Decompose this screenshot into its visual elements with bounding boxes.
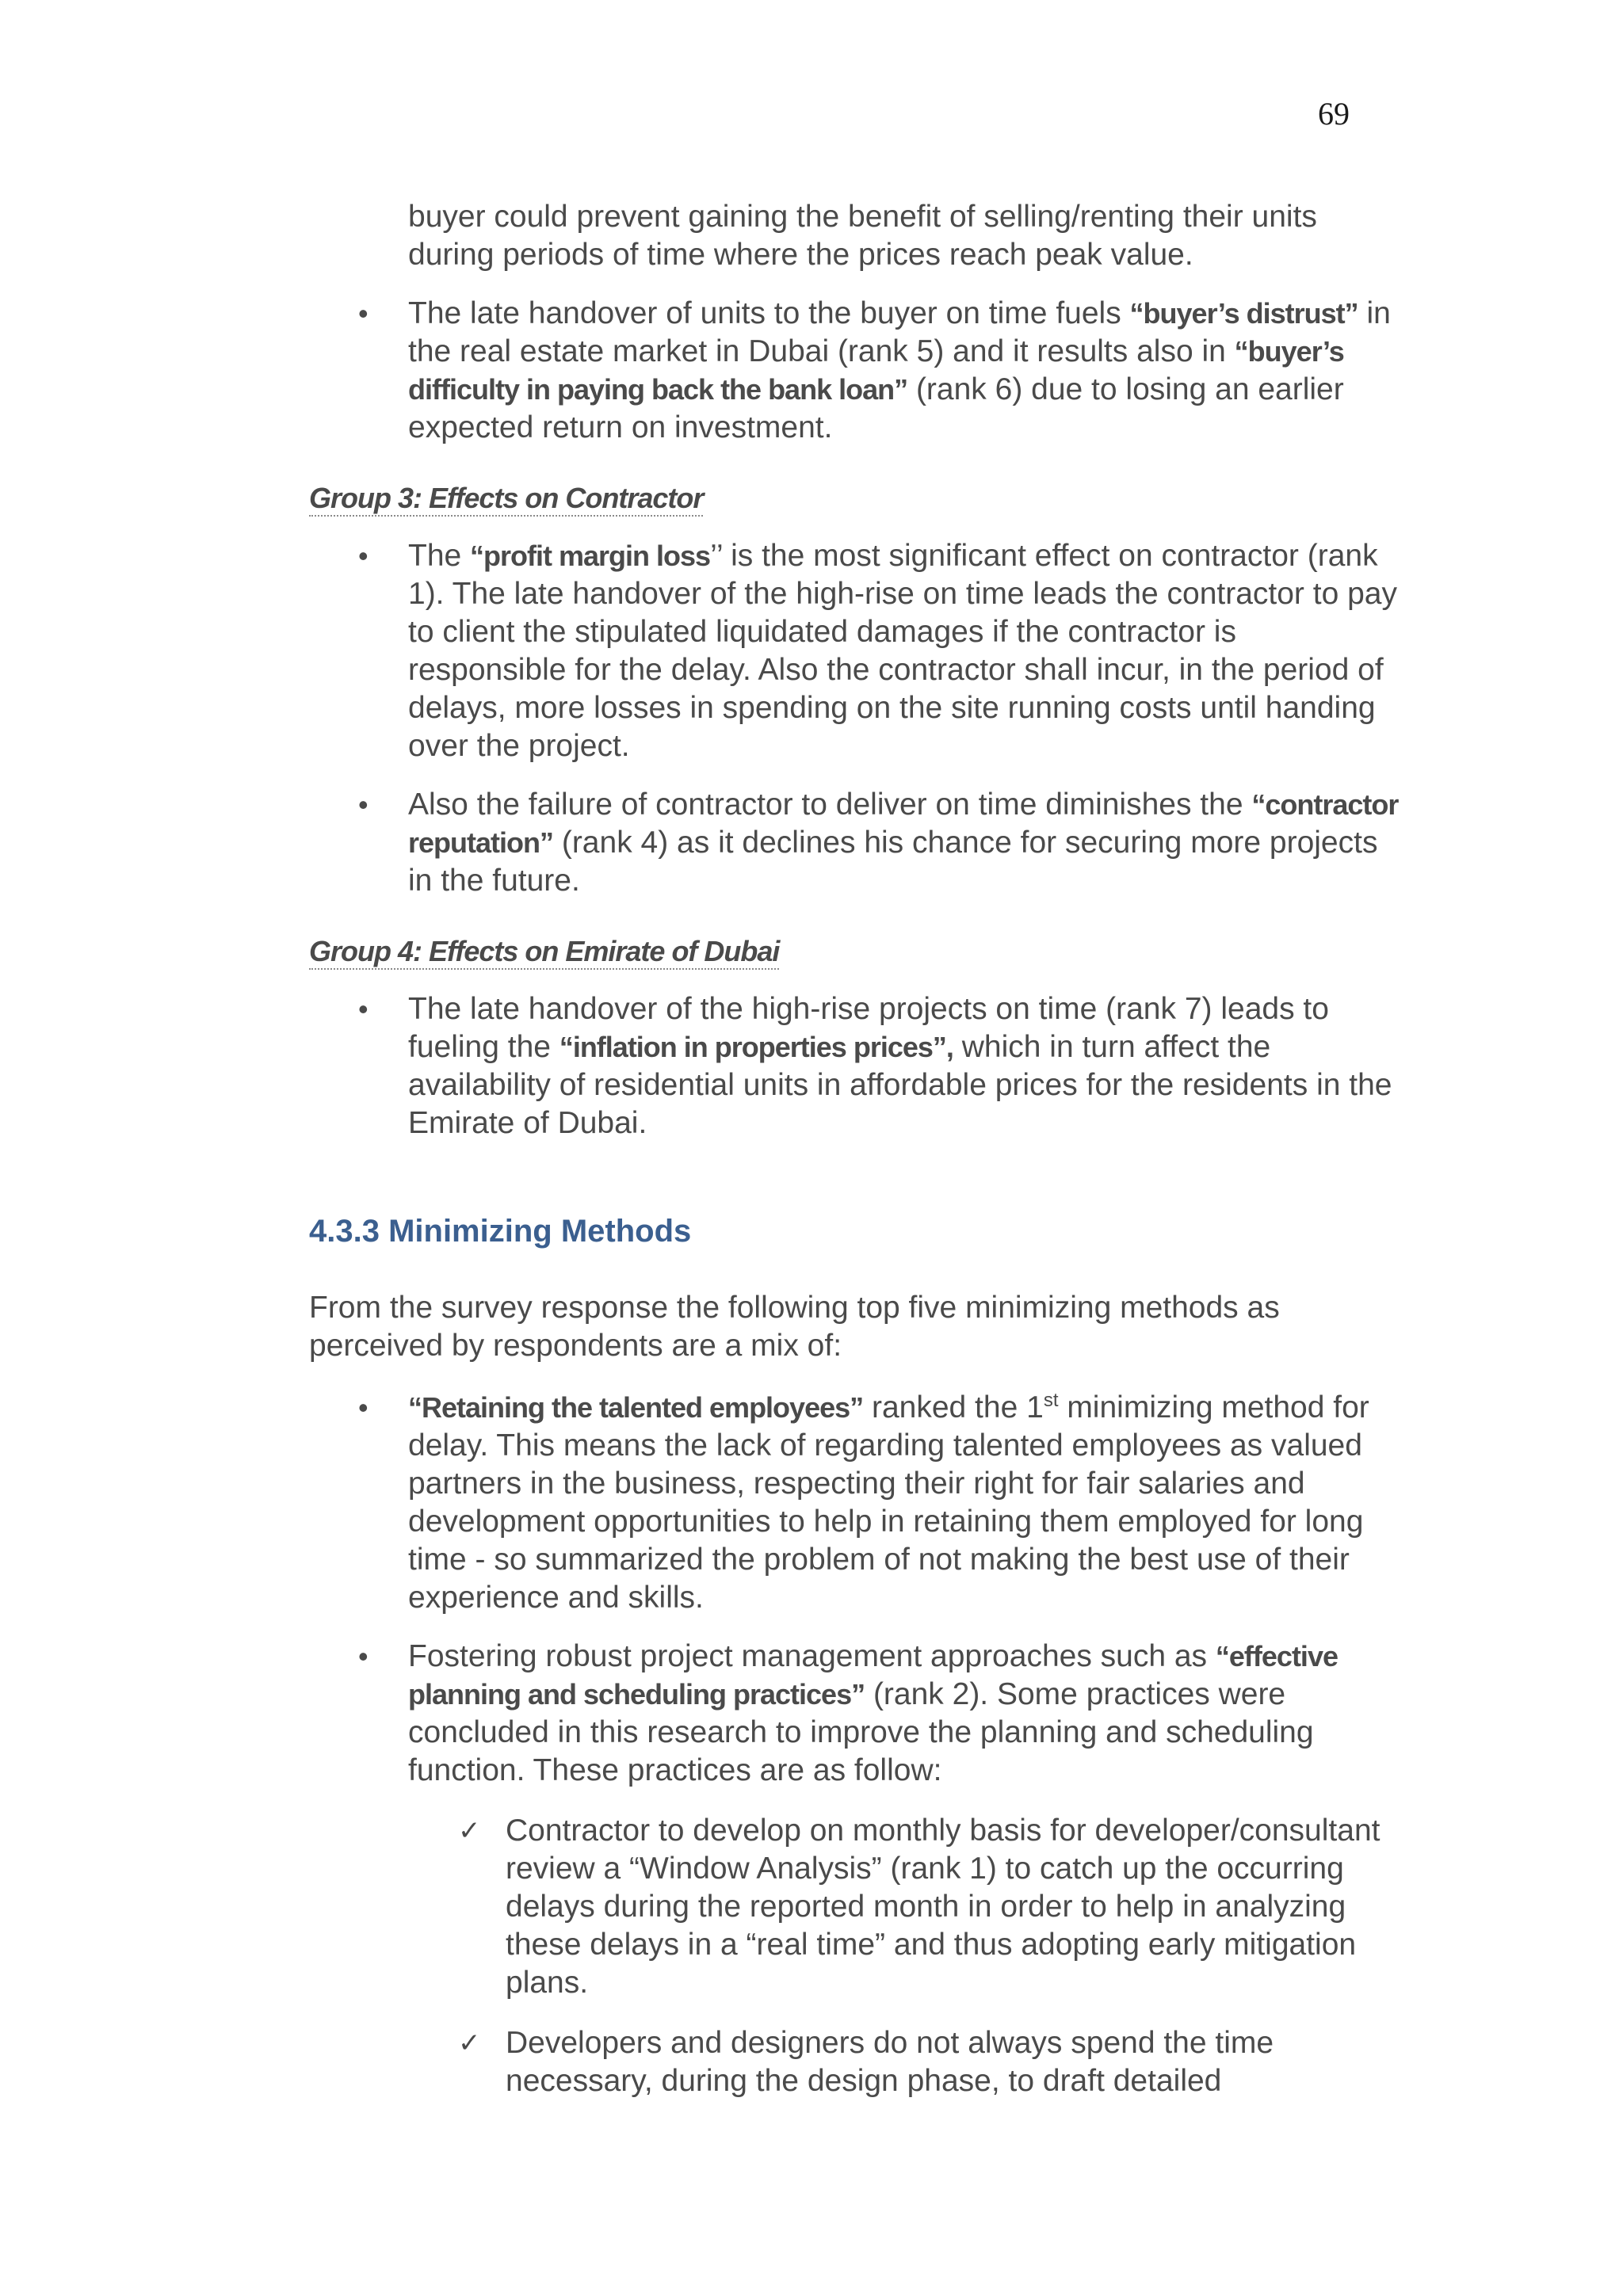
text-run: Developers and designers do not always spend the time necessary, during the design phase, to draft detailed	[506, 2026, 1274, 2098]
section-intro: From the survey response the following top five minimizing methods as perceived by respondents are a mix of:	[309, 1291, 1280, 1363]
text-run: in the real estate market in Dubai (rank 5) and it results also in	[408, 296, 1391, 368]
bullet-list-minimizing	[309, 1389, 1403, 1790]
bullet-marker: •	[358, 1391, 369, 1424]
superscript: st	[1043, 1390, 1059, 1411]
text-run: ranked the 1	[863, 1390, 1044, 1425]
group-4-heading: Group 4: Effects on Emirate of Dubai	[309, 935, 779, 970]
bullet-list-buyer	[309, 295, 1403, 447]
bullet-list-group-4	[309, 990, 1403, 1142]
list-item	[309, 537, 1403, 765]
text-run: Contractor to develop on monthly basis for developer/consultant review a “Window Analysis” (rank 1) to catch up the occurring delays during the reported month in order to help in analyzing these delays in a “real time” and thus adopting early mitigation plans.	[506, 1814, 1381, 2000]
bold-term: “buyer’s difficulty in paying back the bank loan”	[408, 335, 1344, 406]
list-item	[309, 1389, 1403, 1617]
bullet-marker: •	[358, 540, 369, 572]
continuation-paragraph: buyer could prevent gaining the benefit of selling/renting their units during periods of time where the prices reach peak value.	[408, 200, 1317, 272]
text-run: (rank 4) as it declines his chance for securing more projects in the future.	[408, 826, 1378, 898]
checklist-item	[309, 2024, 1403, 2100]
text-run: (rank 6) due to losing an earlier expected return on investment.	[408, 372, 1344, 444]
list-item	[309, 786, 1403, 900]
group-3-heading-wrap	[309, 482, 1403, 517]
bullet-list-group-3	[309, 537, 1403, 900]
section-heading: 4.3.3 Minimizing Methods	[309, 1214, 692, 1249]
list-item	[309, 295, 1403, 447]
list-item	[309, 990, 1403, 1142]
text-run: ’’ is the most significant effect on contractor (rank 1). The late handover of the high-rise on time leads the contractor to pay to client the stipulated liquidated damages if the contractor is responsible for the delay. Also the contractor shall incur, in the period of delays, more losses in spending on the site running costs until handing over the project.	[408, 539, 1397, 763]
text-run: minimizing method for delay. This means the lack of regarding talented employees as valued partners in the business, respecting their right for fair salaries and development opportunities to help in retaining them employed for long time - so summarized the problem of not making the best use of their experience and skills.	[408, 1390, 1369, 1615]
bold-term: “inflation in properties prices”,	[559, 1031, 953, 1063]
text-run: The late handover of units to the buyer on time fuels	[408, 296, 1130, 330]
text-run: which in turn affect the availability of residential units in affordable prices for the residents in the Emirate of Dubai.	[408, 1030, 1392, 1140]
checkmark-icon: ✓	[458, 2027, 481, 2059]
bold-term: “contractor reputation”	[408, 788, 1399, 859]
bold-term: “Retaining the talented employees”	[408, 1391, 864, 1424]
bold-term: “profit margin loss	[470, 540, 711, 572]
bullet-marker: •	[358, 788, 369, 821]
bullet-marker: •	[358, 993, 369, 1025]
group-4-heading-wrap	[309, 935, 1403, 970]
bold-term: “effective planning and scheduling practices”	[408, 1640, 1338, 1711]
document-body	[309, 198, 1403, 2100]
text-run: (rank 2). Some practices were concluded in this research to improve the planning and scheduling function. These practices are as follow:	[408, 1677, 1314, 1787]
bold-term: “buyer’s distrust”	[1129, 297, 1358, 330]
text-run: Fostering robust project management approaches such as	[408, 1639, 1216, 1673]
checklist-practices	[309, 1812, 1403, 2100]
list-item	[309, 1638, 1403, 1790]
checklist-item	[309, 1812, 1403, 2002]
text-run: Also the failure of contractor to deliver on time diminishes the	[408, 788, 1252, 822]
bullet-marker: •	[358, 1640, 369, 1672]
text-run: The	[408, 539, 471, 573]
checkmark-icon: ✓	[458, 1815, 481, 1847]
page-number: 69	[1318, 96, 1350, 132]
bullet-marker: •	[358, 297, 369, 330]
text-run: The late handover of the high-rise projects on time (rank 7) leads to fueling the	[408, 992, 1329, 1064]
group-3-heading: Group 3: Effects on Contractor	[309, 482, 703, 517]
